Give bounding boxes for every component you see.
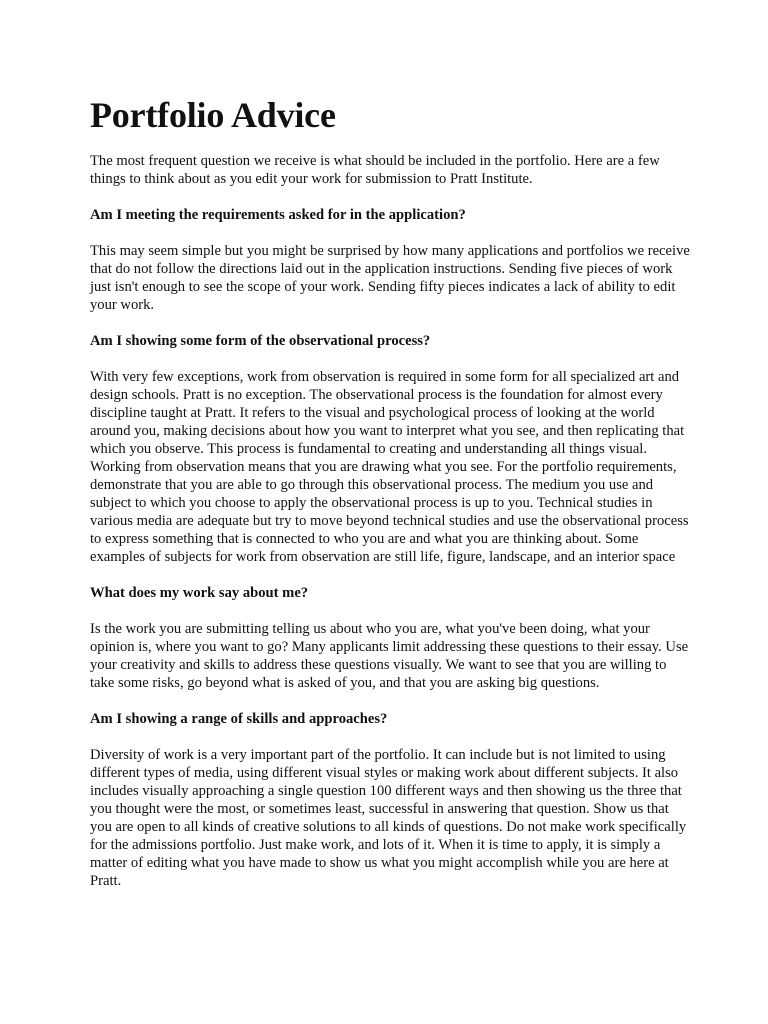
section-heading: Am I showing some form of the observational process? [90,333,431,349]
intro-paragraph: The most frequent question we receive is what should be included in the portfolio. Here are a few things to think about as you edit your work for submission to Pratt Institute. [90,153,660,187]
section-heading: Am I meeting the requirements asked for in the application? [90,207,466,223]
section-range-of-skills [90,710,690,890]
page-title: Portfolio Advice [90,95,336,135]
section-heading: Am I showing a range of skills and approaches? [90,711,388,727]
section-body: Is the work you are submitting telling us about who you are, what you've been doing, what your opinion is, where you want to go? Many applicants limit addressing these questions to their essay. Use your creativity and skills to address these questions visually. We want to see that you are willing to take some risks, go beyond what is asked of you, and that you are asking big questions. [90,621,689,691]
section-observational-process [90,332,690,566]
document-content [90,152,690,908]
section-heading: What does my work say about me? [90,585,309,601]
section-body: Diversity of work is a very important part of the portfolio. It can include but is not limited to using different types of media, using different visual styles or making work about different subjects. It also includes visually approaching a single question 100 different ways and then showing us the three that you thought were the most, or sometimes least, successful in answering that question. Show us that you are open to all kinds of creative solutions to all kinds of questions. Do not make work specifically for the admissions portfolio. Just make work, and lots of it. When it is time to apply, it is simply a matter of editing what you have made to show us what you might accomplish while you are here at Pratt. [90,747,687,889]
section-body: With very few exceptions, work from observation is required in some form for all specialized art and design schools. Pratt is no exception. The observational process is the foundation for almost every discipline taught at Pratt. It refers to the visual and psychological process of looking at the world around you, making decisions about how you want to interpret what you see, and then replicating that which you observe. This process is fundamental to creating and understanding all things visual. Working from observation means that you are drawing what you see. For the portfolio requirements, demonstrate that you are able to go through this observational process. The medium you use and subject to which you choose to apply the observational process is up to you. Technical studies in various media are adequate but try to move beyond technical studies and use the observational process to express something that is connected to who you are and what you are thinking about. Some examples of subjects for work from observation are still life, figure, landscape, and an interior space [90,369,689,565]
section-body: This may seem simple but you might be surprised by how many applications and portfolios we receive that do not follow the directions laid out in the application instructions. Sending five pieces of work just isn't enough to see the scope of your work. Sending fifty pieces indicates a lack of ability to edit your work. [90,243,690,313]
section-requirements [90,206,690,314]
section-what-work-says [90,584,690,692]
